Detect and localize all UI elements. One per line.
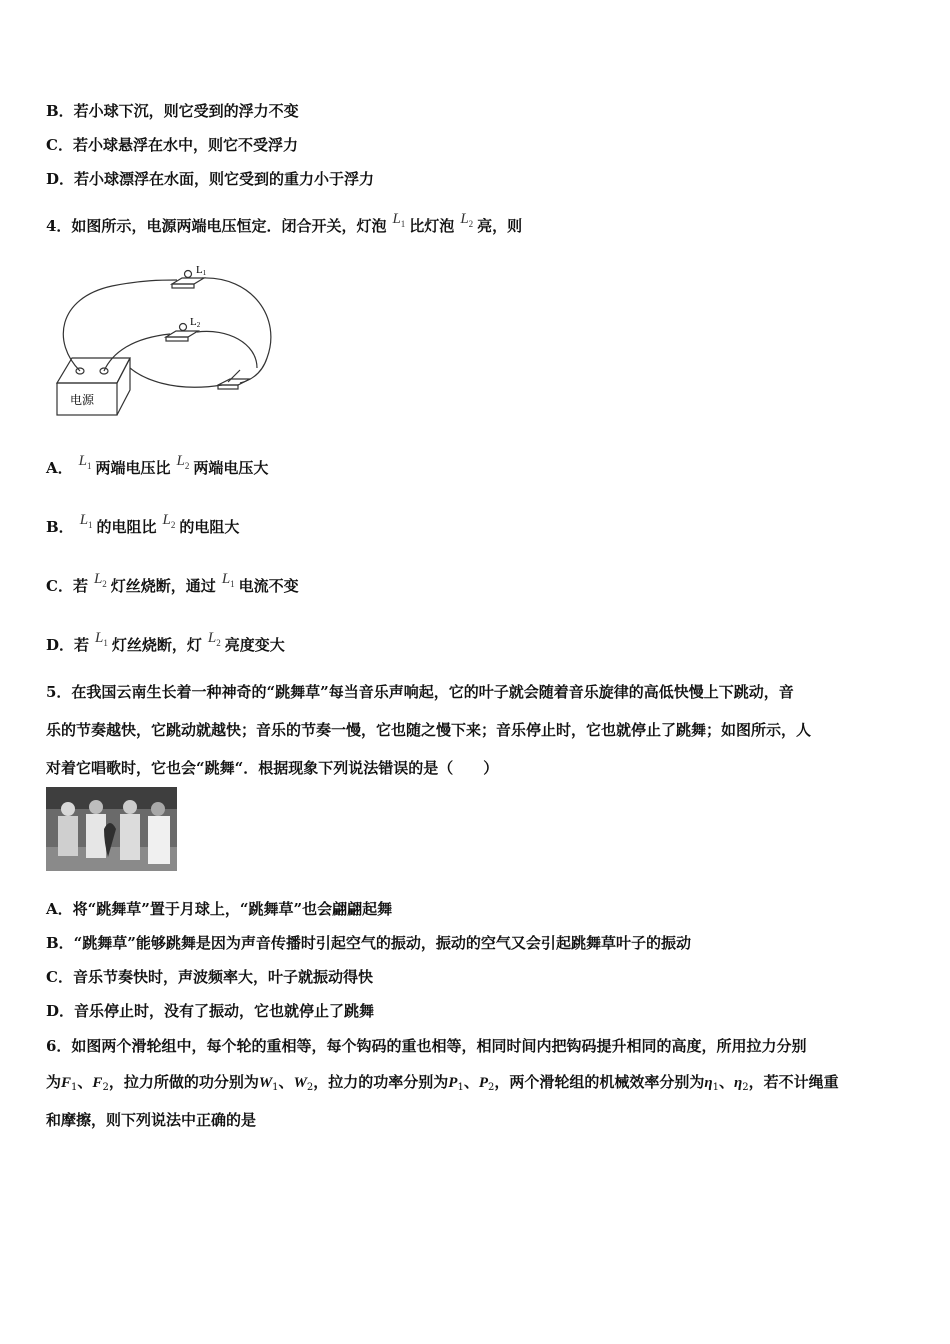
switch-lever xyxy=(228,370,240,382)
bulb-l1 xyxy=(185,271,192,278)
label-l1 xyxy=(196,264,207,277)
lamp-base-l2 xyxy=(166,331,198,337)
symbol-subscript: 2 xyxy=(468,219,474,229)
symbol-letter: L xyxy=(176,453,185,469)
q6-stem-line1: 6．如图两个滑轮组中，每个轮的重相等，每个钩码的重也相等，相同时间内把钩码提升相同的高度，所用拉力分别 xyxy=(46,1037,807,1055)
symbol-letter: L xyxy=(78,453,87,469)
q5-stem-line2: 乐的节奏越快，它跳动就越快；音乐的节奏一慢，它也随之慢下来；音乐停止时，它也就停止了跳舞；如图所示，人 xyxy=(46,721,812,739)
text: 、 xyxy=(278,1073,294,1091)
label-l1-letter: L xyxy=(196,264,203,276)
subscript: 1 xyxy=(272,1082,279,1093)
battery-side xyxy=(117,358,130,415)
subscript: 1 xyxy=(71,1082,78,1093)
q4-option-a xyxy=(46,453,269,485)
option-label: B． xyxy=(46,518,74,536)
q4-stem-part3: 亮，则 xyxy=(477,217,523,235)
symbol-letter: L xyxy=(162,512,171,528)
symbol-letter: L xyxy=(221,571,231,587)
q4-option-d xyxy=(46,630,285,662)
symbol-l2 xyxy=(460,211,473,227)
wire-bottom xyxy=(130,368,222,387)
q3-option-d: D．若小球漂浮在水面，则它受到的重力小于浮力 xyxy=(46,170,375,188)
symbol-l2 xyxy=(94,571,107,587)
subscript: 2 xyxy=(306,1082,314,1093)
symbol-l2 xyxy=(163,512,176,528)
var-p: P xyxy=(448,1075,458,1091)
wire-mid-right xyxy=(197,331,257,368)
option-text: 灯丝烧断，灯 xyxy=(111,636,202,654)
var-f: F xyxy=(92,1075,103,1091)
power-label: 电源 xyxy=(70,393,95,407)
text: 、 xyxy=(463,1073,479,1091)
symbol-subscript: 1 xyxy=(86,461,92,471)
var-eta: η xyxy=(734,1075,743,1091)
switch-base xyxy=(218,379,250,385)
person-body xyxy=(58,816,78,856)
text: ，两个滑轮组的机械效率分别为 xyxy=(494,1073,705,1091)
option-text: 灯丝烧断，通过 xyxy=(110,577,216,595)
label-l2-letter: L xyxy=(190,316,197,328)
option-label: A． xyxy=(46,459,73,477)
bulb-l2 xyxy=(180,324,187,331)
symbol-l1 xyxy=(95,630,108,646)
q6-stem-line3: 和摩擦，则下列说法中正确的是 xyxy=(46,1111,257,1129)
symbol-l1 xyxy=(80,512,93,528)
var-w: W xyxy=(293,1075,307,1091)
circuit-diagram xyxy=(52,258,292,420)
q6-stem-line2 xyxy=(46,1071,839,1099)
lamp-base-l2-front xyxy=(166,337,188,341)
symbol-subscript: 1 xyxy=(400,219,406,229)
wire-top-right xyxy=(202,278,271,383)
q5-stem-line3: 对着它唱歌时，它也会“跳舞“．根据现象下列说法错误的是（ ） xyxy=(46,759,499,777)
lamp-base-l1 xyxy=(172,278,204,284)
person-head xyxy=(151,802,165,816)
text: ，拉力所做的功分别为 xyxy=(108,1073,259,1091)
q4-option-b xyxy=(46,512,240,544)
q4-stem-part1: 4．如图所示，电源两端电压恒定．闭合开关，灯泡 xyxy=(46,217,387,235)
symbol-subscript: 2 xyxy=(216,638,221,648)
person-body xyxy=(86,814,106,858)
option-text: 的电阻大 xyxy=(179,518,240,536)
q5-stem-line1: 5．在我国云南生长着一种神奇的“跳舞草”每当音乐声响起，它的叶子就会随着音乐旋律的高低快慢上下跳动，音 xyxy=(46,683,794,701)
symbol-letter: L xyxy=(207,630,217,646)
label-l1-sub: 1 xyxy=(202,269,207,277)
var-f: F xyxy=(61,1075,72,1091)
label-l2-sub: 2 xyxy=(196,321,201,329)
person-head xyxy=(61,802,75,816)
var-w: W xyxy=(258,1075,273,1091)
var-eta: η xyxy=(704,1075,713,1091)
symbol-l2 xyxy=(208,630,221,646)
option-label: D．若 xyxy=(46,636,90,654)
option-text: 两端电压大 xyxy=(193,459,269,477)
symbol-subscript: 1 xyxy=(230,579,235,589)
text: 、 xyxy=(719,1073,735,1091)
option-text: 两端电压比 xyxy=(95,459,171,477)
symbol-subscript: 2 xyxy=(102,579,107,589)
person-head xyxy=(89,800,103,814)
q5-option-d: D．音乐停止时，没有了振动，它也就停止了跳舞 xyxy=(46,1002,375,1020)
person-body xyxy=(120,814,140,860)
person-body xyxy=(148,816,170,864)
var-p: P xyxy=(478,1075,489,1091)
label-l2 xyxy=(190,316,201,329)
symbol-letter: L xyxy=(95,630,104,646)
symbol-l1 xyxy=(222,571,235,587)
q5-option-c: C．音乐节奏快时，声波频率大，叶子就振动得快 xyxy=(46,968,373,986)
option-text: 亮度变大 xyxy=(224,636,285,654)
q5-option-b: B．“跳舞草”能够跳舞是因为声音传播时引起空气的振动，振动的空气又会引起跳舞草叶子的振动 xyxy=(46,934,691,952)
text: ，拉力的功率分别为 xyxy=(313,1073,449,1091)
subscript: 1 xyxy=(457,1082,464,1093)
subscript: 1 xyxy=(712,1082,720,1093)
subscript: 2 xyxy=(488,1082,495,1093)
subscript: 2 xyxy=(102,1082,109,1093)
symbol-subscript: 2 xyxy=(184,461,190,471)
text: 为 xyxy=(46,1073,62,1091)
q4-stem-part2: 比灯泡 xyxy=(409,217,455,235)
option-text: 的电阻比 xyxy=(96,518,157,536)
text: 、 xyxy=(77,1073,93,1091)
q5-option-a: A．将“跳舞草”置于月球上，“跳舞草”也会翩翩起舞 xyxy=(46,900,393,918)
option-label: C．若 xyxy=(46,577,88,595)
q4-stem xyxy=(46,211,523,243)
symbol-subscript: 2 xyxy=(170,520,176,530)
subscript: 2 xyxy=(742,1082,749,1093)
symbol-l2 xyxy=(177,453,190,469)
person-head xyxy=(123,800,137,814)
symbol-subscript: 1 xyxy=(88,520,93,530)
q3-option-c: C．若小球悬浮在水中，则它不受浮力 xyxy=(46,136,298,154)
text: ，若不计绳重 xyxy=(748,1073,839,1091)
symbol-letter: L xyxy=(79,512,89,528)
q3-option-b: B．若小球下沉，则它受到的浮力不变 xyxy=(46,102,299,120)
wire-mid-left xyxy=(104,334,170,371)
symbol-l1 xyxy=(79,453,92,469)
wire-top-left xyxy=(63,280,177,371)
symbol-subscript: 1 xyxy=(103,638,108,648)
q4-option-c xyxy=(46,571,299,603)
symbol-l1 xyxy=(392,211,405,227)
lamp-base-l1-front xyxy=(172,284,194,288)
symbol-letter: L xyxy=(392,211,401,227)
symbol-letter: L xyxy=(460,211,469,227)
dancing-grass-photo xyxy=(46,787,177,871)
option-text: 电流不变 xyxy=(238,577,299,595)
symbol-letter: L xyxy=(93,571,103,587)
